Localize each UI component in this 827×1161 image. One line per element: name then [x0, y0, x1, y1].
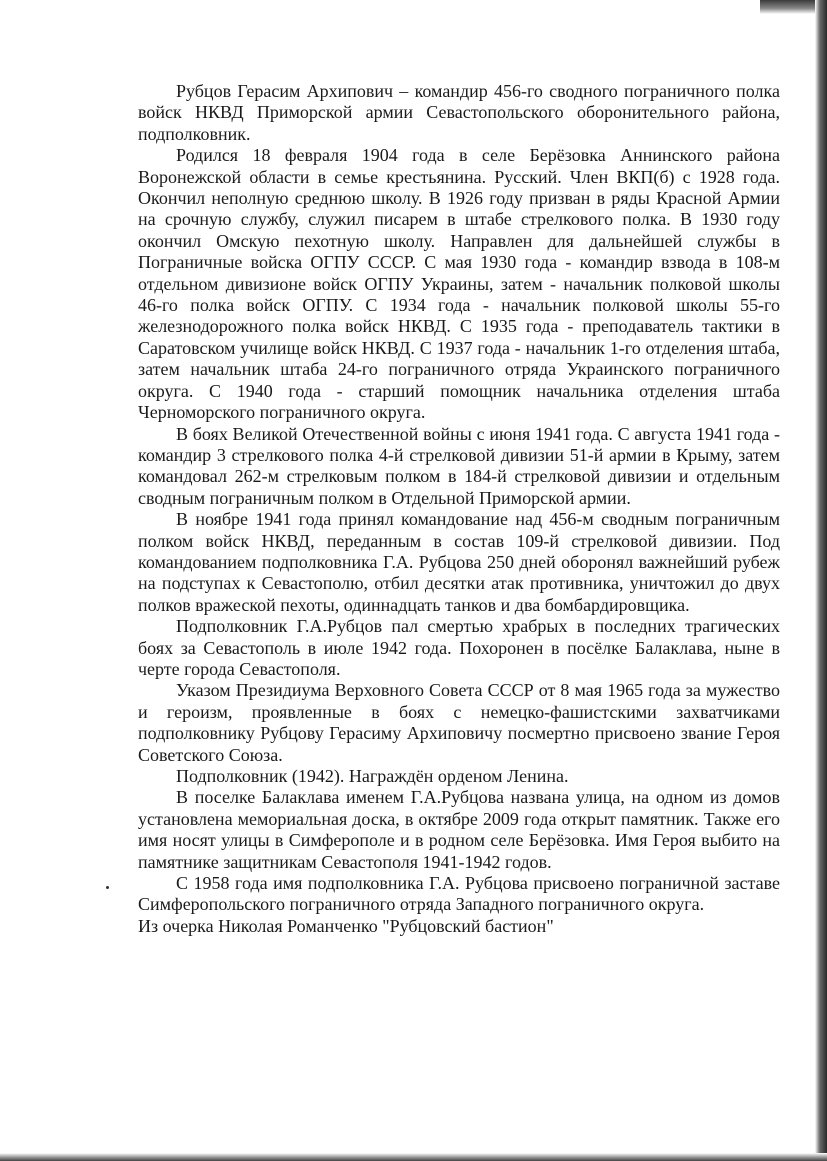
scan-edge-bottom: [0, 1153, 827, 1161]
biography-paragraph: Родился 18 февраля 1904 года в селе Берёзовка Аннинского района Воронежской области в семье крестьянина. Русский. Член ВКП(б) с 1928 года. Окончил неполную среднюю школу. В 1926 году призван в ряды Красной Армии на срочную службу, служил писарем в штабе стрелкового полка. В 1930 году окончил Омскую пехотную школу. Направлен для дальнейшей службы в Пограничные войска ОГПУ СССР. С мая 1930 года - командир взвода в 108-м отдельном дивизионе войск ОГПУ Украины, затем - начальник полковой школы 46-го полка войск ОГПУ. С 1934 года - начальник полковой школы 55-го железнодорожного полка войск НКВД. С 1935 года - преподаватель тактики в Саратовском училище войск НКВД. С 1937 года - начальник 1-го отделения штаба, затем начальник штаба 24-го пограничного отряда Украинского пограничного округа. С 1940 года - старший помощник начальника отделения штаба Черноморского пограничного округа.: [138, 145, 780, 423]
memory-paragraph: В поселке Балаклава именем Г.А.Рубцова названа улица, на одном из домов установлена мемориальная доска, в октябре 2009 года открыт памятник. Также его имя носят улицы в Симферополе и в родном селе Берёзовка. Имя Героя выбито на памятнике защитникам Севастополя 1941-1942 годов.: [138, 787, 780, 872]
war-service-paragraph: В боях Великой Отечественной войны с июня 1941 года. С августа 1941 года - командир 3 стрелкового полка 4-й стрелковой дивизии 51-й армии в Крыму, затем командовал 262-м стрелковым полком в 184-й стрелковой дивизии и отдельным сводным пограничным полком в Отдельной Приморской армии.: [138, 423, 780, 508]
death-paragraph: Подполковник Г.А.Рубцов пал смертью храбрых в последних трагических боях за Севастополь в июле 1942 года. Похоронен в посёлке Балаклава, ныне в черте города Севастополя.: [138, 616, 780, 679]
scan-edge-right: [815, 0, 827, 1161]
document-page: [138, 81, 780, 937]
hero-decree-paragraph: Указом Президиума Верховного Совета СССР от 8 мая 1965 года за мужество и героизм, проявленные в боях с немецко-фашистскими захватчиками подполковнику Рубцову Герасиму Архиповичу посмертно присвоено звание Героя Советского Союза.: [138, 680, 780, 765]
scan-speck: [106, 886, 109, 889]
sevastopol-defense-paragraph: В ноябре 1941 года принял командование над 456-м сводным пограничным полком войск НКВД, переданным в состав 109-й стрелковой дивизии. Под командованием подполковника Г.А. Рубцова 250 дней оборонял важнейший рубеж на подступах к Севастополю, отбил десятки атак противника, уничтожил до двух полков вражеской пехоты, одиннадцать танков и два бомбардировщика.: [138, 509, 780, 615]
source-line: Из очерка Николая Романченко "Рубцовский бастион": [138, 915, 554, 936]
awards-paragraph: Подполковник (1942). Награждён орденом Ленина.: [176, 766, 569, 786]
outpost-paragraph: С 1958 года имя подполковника Г.А. Рубцова присвоено пограничной заставе Симферопольского пограничного отряда Западного пограничного округа.: [138, 873, 780, 915]
intro-paragraph: Рубцов Герасим Архипович – командир 456-го сводного пограничного полка войск НКВД Приморской армии Севастопольского оборонительного района, подполковник.: [138, 81, 780, 144]
